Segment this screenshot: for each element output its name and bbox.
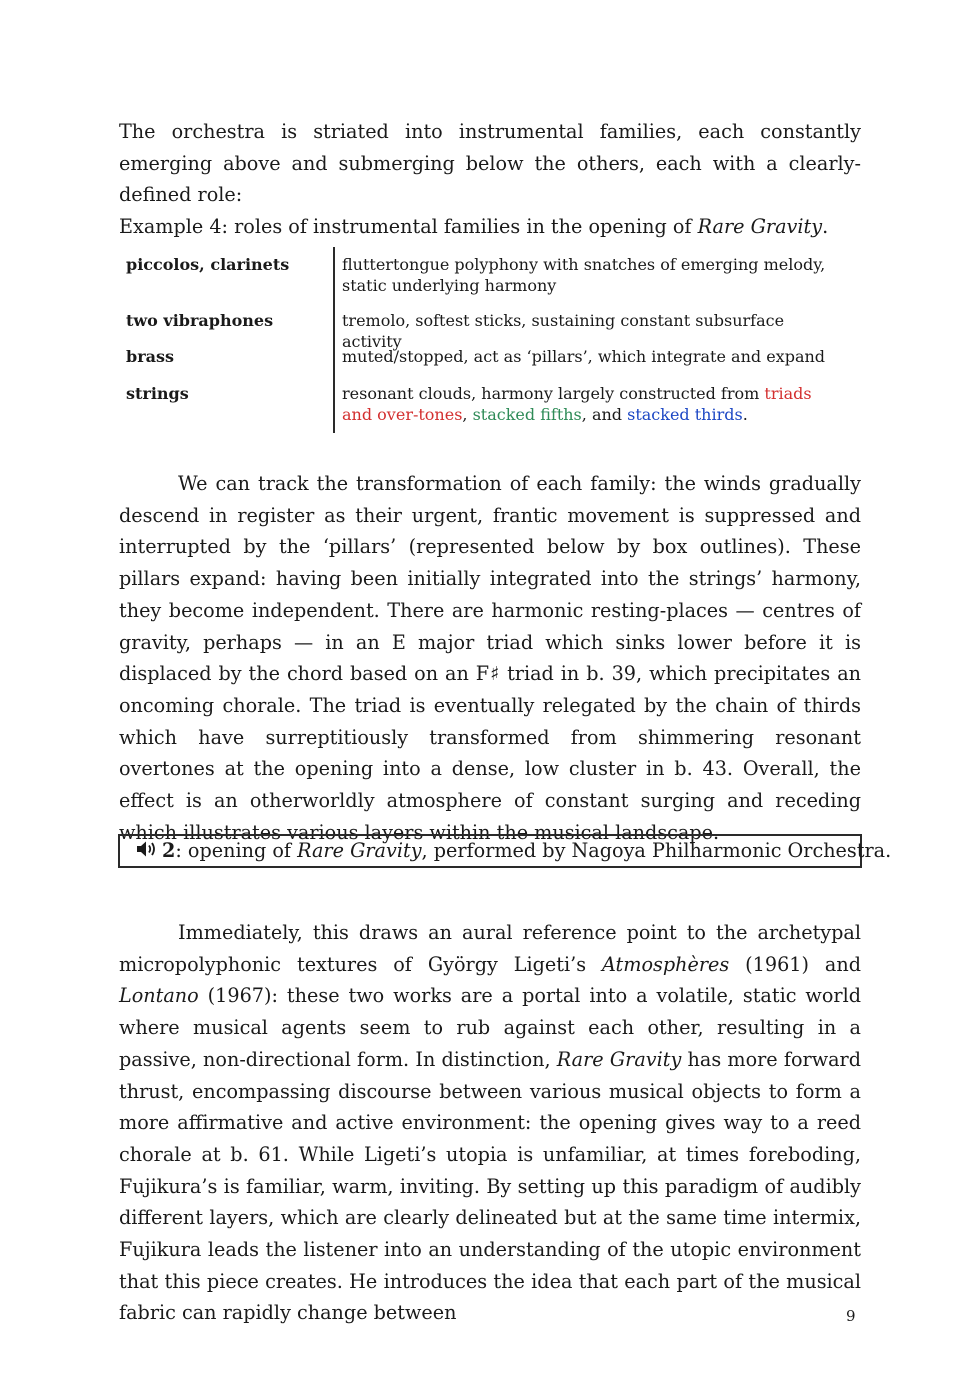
- strings-role-prefix: resonant clouds, harmony largely constructed from: [342, 384, 765, 403]
- roles-table: [119, 247, 861, 433]
- audio-title: Rare Gravity: [297, 839, 422, 862]
- intro-text: The orchestra is striated into instrumental families, each constantly emerging above and submerging below the others, each with a clearly-defined role:: [119, 120, 861, 207]
- audio-example-box[interactable]: 2: opening of Rare Gravity, performed by Nagoya Philharmonic Orchestra.: [118, 834, 862, 868]
- family-name: brass: [126, 347, 174, 366]
- audio-number: 2: [162, 839, 176, 862]
- caption-title: Rare Gravity: [697, 215, 823, 238]
- stacked-thirds-label: stacked thirds: [627, 405, 743, 424]
- work-title: Lontano: [119, 984, 199, 1008]
- family-role: muted/stopped, act as ‘pillars’, which integrate and expand: [342, 347, 826, 366]
- work-title: Atmosphères: [602, 952, 730, 976]
- body-paragraph-2: [119, 917, 861, 1329]
- family-name: two vibraphones: [126, 311, 274, 330]
- caption-suffix: .: [822, 215, 829, 238]
- paragraph-text: We can track the transformation of each family: the winds gradually descend in register as their urgent, frantic movement is suppressed and interrupted by the ‘pillars’ (represented below by box outlines). These pillars expand: having been initially integrated into the strings’ harmony, they become independent. There are harmonic resting-places — centres of gravity, perhaps — in an E major triad which sinks lower before it is displaced by the chord based on an F♯ triad in b. 39, which precipitates an oncoming chorale. The triad is eventually relegated by the chain of thirds which have surreptitiously transformed from shimmering resonant overtones at the opening into a dense, low cluster in b. 43. Overall, the effect is an otherworldly atmosphere of constant surging and receding which illustrates various layers within the musical landscape.: [119, 472, 861, 844]
- family-role: fluttertongue polyphony with snatches of emerging melody, static underlying harmony: [342, 255, 826, 295]
- example-caption: [119, 211, 861, 243]
- intro-paragraph: [119, 116, 861, 211]
- family-name: strings: [126, 384, 189, 403]
- family-name: piccolos, clarinets: [126, 255, 290, 274]
- stacked-fifths-label: stacked fifths: [472, 405, 582, 424]
- paragraph-text: Immediately, this draws an aural reference point to the archetypal micropolyphonic textures of György Ligeti’s Atmosphères (1961) and Lontano (1967): these two works are a portal into a volatile, static world where musical agents seem to rub against each other, resulting in a passive, non-directional form. In distinction, Rare Gravity has more forward thrust, encompassing discourse between various musical objects to form a more affirmative and active environment: the opening gives way to a reed chorale at b. 61. While Ligeti’s utopia is unfamiliar, at times foreboding, Fujikura’s is familiar, warm, inviting. By setting up this paradigm of audibly different layers, which are clearly delineated but at the same time intermix, Fujikura leads the listener into an understanding of the utopic environment that this piece creates. He introduces the idea that each part of the musical fabric can rapidly change between: [119, 921, 862, 1325]
- page-number: 9: [846, 1307, 856, 1325]
- body-paragraph-1: [119, 468, 861, 848]
- family-role: resonant clouds, harmony largely constructed from triads and over-tones, stacked fifths, and stacked thirds.: [342, 384, 812, 424]
- column-divider: [333, 247, 335, 433]
- family-role: tremolo, softest sticks, sustaining constant subsurface activity: [342, 311, 785, 351]
- caption-prefix: Example 4: roles of instrumental families in the opening of: [119, 215, 698, 238]
- triads-overtones-label: triads and over-tones: [342, 384, 812, 424]
- speaker-icon[interactable]: [136, 837, 158, 867]
- work-title: Rare Gravity: [556, 1047, 682, 1071]
